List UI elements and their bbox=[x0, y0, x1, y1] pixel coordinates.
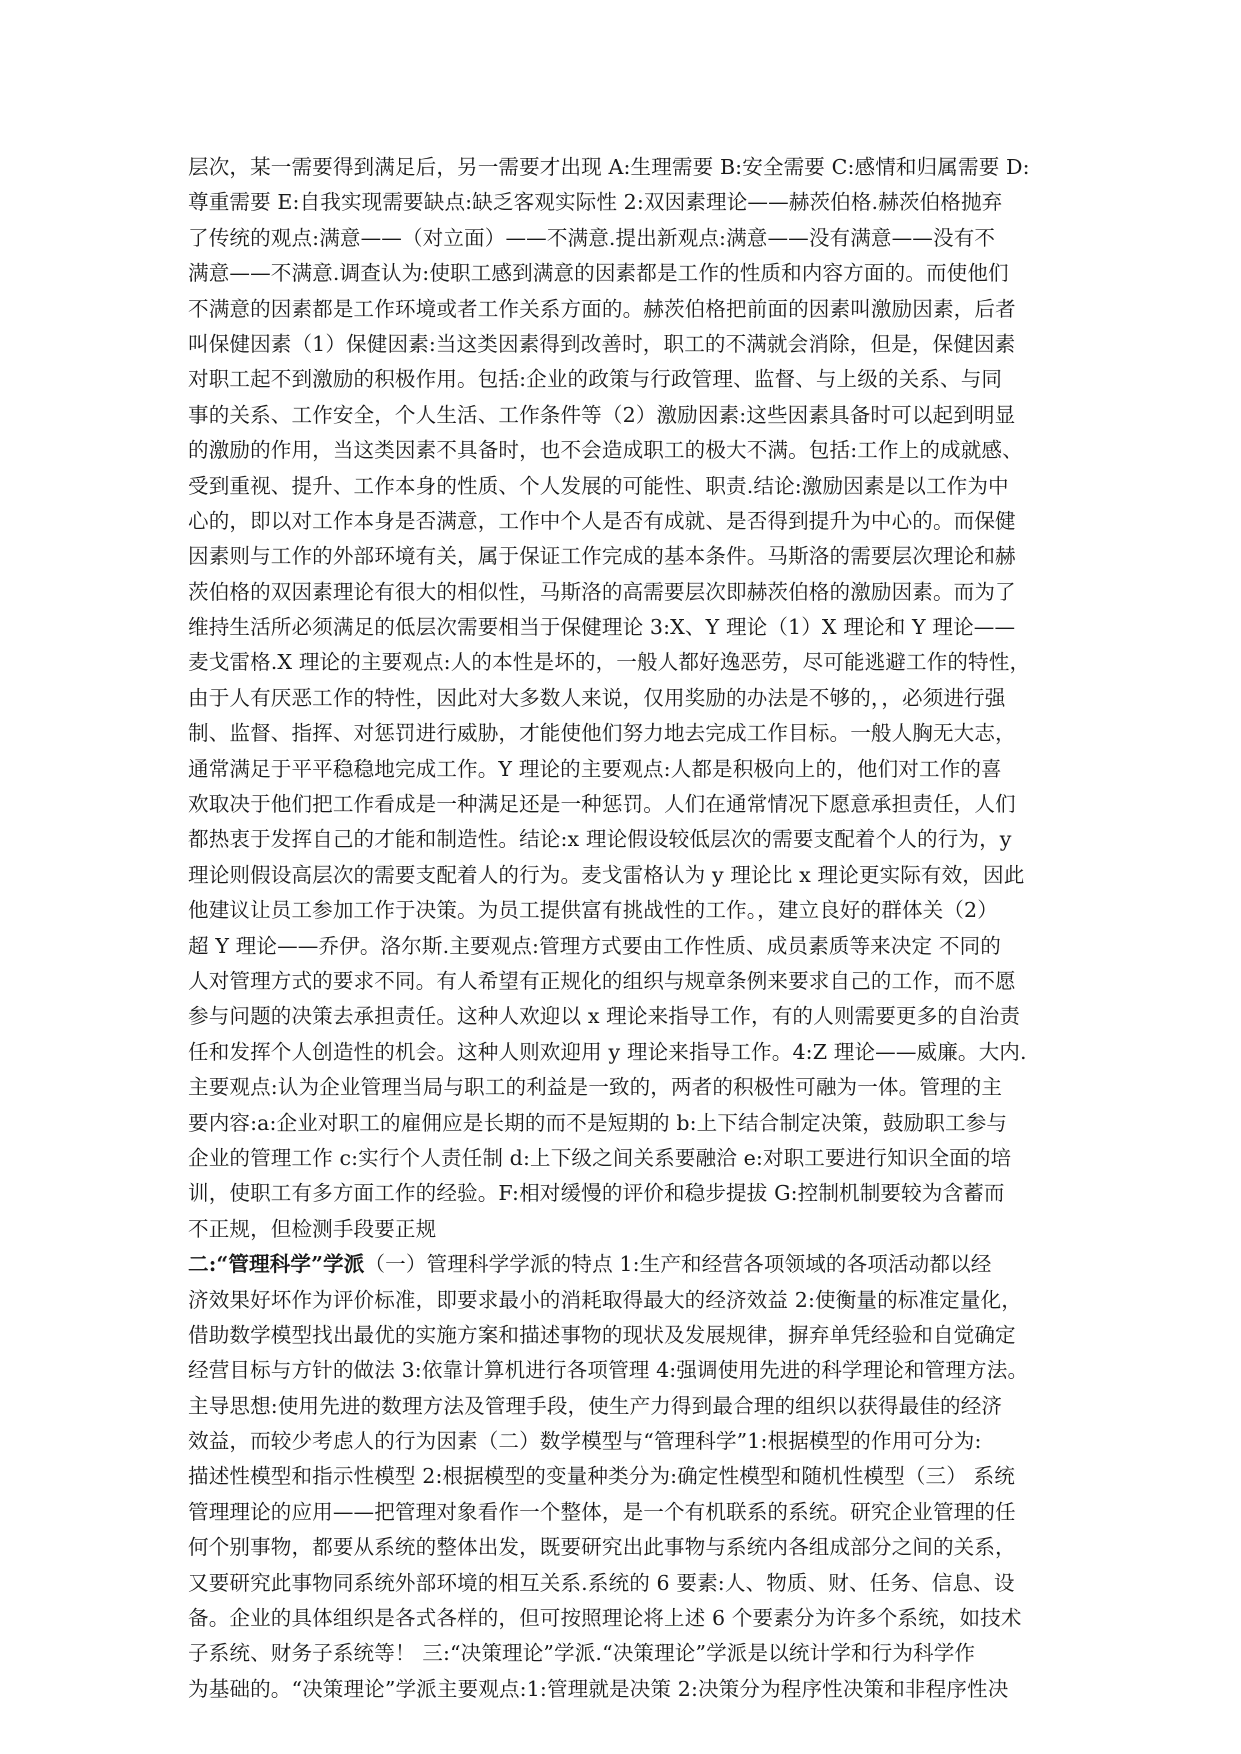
text-line: 超 Y 理论——乔伊。洛尔斯.主要观点:管理方式要由工作性质、成员素质等来决定 不同的 bbox=[188, 933, 1001, 958]
text-line: 受到重视、提升、工作本身的性质、个人发展的可能性、职责.结论:激励因素是以工作为中 bbox=[188, 473, 1009, 498]
text-line: 管理理论的应用——把管理对象看作一个整体，是一个有机联系的系统。研究企业管理的任 bbox=[188, 1499, 1016, 1524]
text-line: 维持生活所必须满足的低层次需要相当于保健理论 3:X、Y 理论（1）X 理论和 Y 理论—— bbox=[188, 615, 1016, 640]
text-line: 的激励的作用，当这类因素不具备时，也不会造成职工的极大不满。包括:工作上的成就感、 bbox=[188, 438, 1023, 463]
text-line: 企业的管理工作 c:实行个人责任制 d:上下级之间关系要融洽 e:对职工要进行知识全面的培 bbox=[188, 1145, 1012, 1170]
text-line: 满意——不满意.调查认为:使职工感到满意的因素都是工作的性质和内容方面的。而使他们 bbox=[188, 261, 1009, 286]
text-line: 为基础的。“决策理论”学派主要观点:1:管理就是决策 2:决策分为程序性决策和非程序性决 bbox=[188, 1676, 1009, 1701]
text-line: 主导思想:使用先进的数理方法及管理手段，使生产力得到最合理的组织以获得最佳的经济 bbox=[188, 1393, 1003, 1418]
text-line: 主要观点:认为企业管理当局与职工的利益是一致的，两者的积极性可融为一体。管理的主 bbox=[188, 1075, 1003, 1100]
text-line: 描述性模型和指示性模型 2:根据模型的变量种类分为:确定性模型和随机性模型（三） 系统 bbox=[188, 1464, 1015, 1489]
text-line: 济效果好坏作为评价标准，即要求最小的消耗取得最大的经济效益 2:使衡量的标准定量化， bbox=[188, 1287, 1022, 1312]
section-2-first-line-text: （一）管理科学学派的特点 1:生产和经营各项领域的各项活动都以经 bbox=[364, 1252, 992, 1277]
text-line: 了传统的观点:满意——（对立面）——不满意.提出新观点:满意——没有满意——没有不 bbox=[188, 225, 996, 250]
paragraph-management-science bbox=[188, 1283, 1058, 1708]
text-line: 训，使职工有多方面工作的经验。F:相对缓慢的评价和稳步提拔 G:控制机制要较为含蓄而 bbox=[188, 1181, 1005, 1206]
text-line: 任和发挥个人创造性的机会。这种人则欢迎用 y 理论来指导工作。4:Z 理论——威廉。大内. bbox=[188, 1039, 1027, 1064]
text-line: 他建议让员工参加工作于决策。为员工提供富有挑战性的工作。，建立良好的群体关（2） bbox=[188, 898, 998, 923]
text-line: 因素则与工作的外部环境有关，属于保证工作完成的基本条件。马斯洛的需要层次理论和赫 bbox=[188, 544, 1016, 569]
text-line: 何个别事物，都要从系统的整体出发，既要研究出此事物与系统内各组成部分之间的关系， bbox=[188, 1535, 1016, 1560]
section-2-heading: 二:“管理科学”学派 bbox=[188, 1252, 365, 1277]
text-line: 要内容:a:企业对职工的雇佣应是长期的而不是短期的 b:上下结合制定决策，鼓励职工参与 bbox=[188, 1110, 1008, 1135]
text-line: 事的关系、工作安全，个人生活、工作条件等（2）激励因素:这些因素具备时可以起到明显 bbox=[188, 402, 1016, 427]
text-line: 参与问题的决策去承担责任。这种人欢迎以 x 理论来指导工作，有的人则需要更多的自治责 bbox=[188, 1004, 1021, 1029]
text-line: 麦戈雷格.X 理论的主要观点:人的本性是坏的，一般人都好逸恶劳，尽可能逃避工作的特性， bbox=[188, 650, 1031, 675]
text-line: 备。企业的具体组织是各式各样的，但可按照理论将上述 6 个要素分为许多个系统，如技术 bbox=[188, 1606, 1022, 1631]
text-line: 人对管理方式的要求不同。有人希望有正规化的组织与规章条例来要求自己的工作，而不愿 bbox=[188, 968, 1016, 993]
text-line: 欢取决于他们把工作看成是一种满足还是一种惩罚。人们在通常情况下愿意承担责任，人们 bbox=[188, 792, 1016, 817]
text-line: 由于人有厌恶工作的特性，因此对大多数人来说，仅用奖励的办法是不够的，，必须进行强 bbox=[188, 685, 1006, 710]
text-line: 理论则假设高层次的需要支配着人的行为。麦戈雷格认为 y 理论比 x 理论更实际有效，因此 bbox=[188, 862, 1025, 887]
text-line: 借助数学模型找出最优的实施方案和描述事物的现状及发展规律，摒弃单凭经验和自觉确定 bbox=[188, 1322, 1016, 1347]
text-line: 效益，而较少考虑人的行为因素（二）数学模型与“管理科学”1:根据模型的作用可分为: bbox=[188, 1429, 982, 1454]
text-line: 都热衷于发挥自己的才能和制造性。结论:x 理论假设较低层次的需要支配着个人的行为，y bbox=[188, 827, 1012, 852]
text-line: 制、监督、指挥、对惩罚进行威胁，才能使他们努力地去完成工作目标。一般人胸无大志， bbox=[188, 721, 1016, 746]
text-line: 经营目标与方针的做法 3:依靠计算机进行各项管理 4:强调使用先进的科学理论和管理方法。 bbox=[188, 1358, 1029, 1383]
text-line: 子系统、财务子系统等！ 三:“决策理论”学派.“决策理论”学派是以统计学和行为科学作 bbox=[188, 1641, 976, 1666]
text-line: 又要研究此事物同系统外部环境的相互关系.系统的 6 要素:人、物质、财、任务、信息、设 bbox=[188, 1570, 1015, 1595]
document-body bbox=[188, 150, 1058, 1707]
paragraph-motivation-theories bbox=[188, 150, 1058, 1247]
text-line: 不满意的因素都是工作环境或者工作关系方面的。赫茨伯格把前面的因素叫激励因素，后者 bbox=[188, 296, 1016, 321]
text-line: 不正规，但检测手段要正规 bbox=[188, 1216, 437, 1241]
text-line: 茨伯格的双因素理论有很大的相似性，马斯洛的高需要层次即赫茨伯格的激励因素。而为了 bbox=[188, 579, 1016, 604]
text-line: 对职工起不到激励的积极作用。包括:企业的政策与行政管理、监督、与上级的关系、与同 bbox=[188, 367, 1003, 392]
text-line: 通常满足于平平稳稳地完成工作。Y 理论的主要观点:人都是积极向上的，他们对工作的喜 bbox=[188, 756, 1002, 781]
text-line: 尊重需要 E:自我实现需要缺点:缺乏客观实际性 2:双因素理论——赫茨伯格.赫茨伯格抛弃 bbox=[188, 190, 1003, 215]
section-2-first-line bbox=[188, 1247, 1058, 1282]
text-line: 心的，即以对工作本身是否满意，工作中个人是否有成就、是否得到提升为中心的。而保健 bbox=[188, 508, 1016, 533]
text-line: 层次，某一需要得到满足后，另一需要才出现 A:生理需要 B:安全需要 C:感情和归属需要 D: bbox=[188, 155, 1030, 179]
text-line: 叫保健因素（1）保健因素:当这类因素得到改善时，职工的不满就会消除，但是，保健因素 bbox=[188, 331, 1016, 356]
